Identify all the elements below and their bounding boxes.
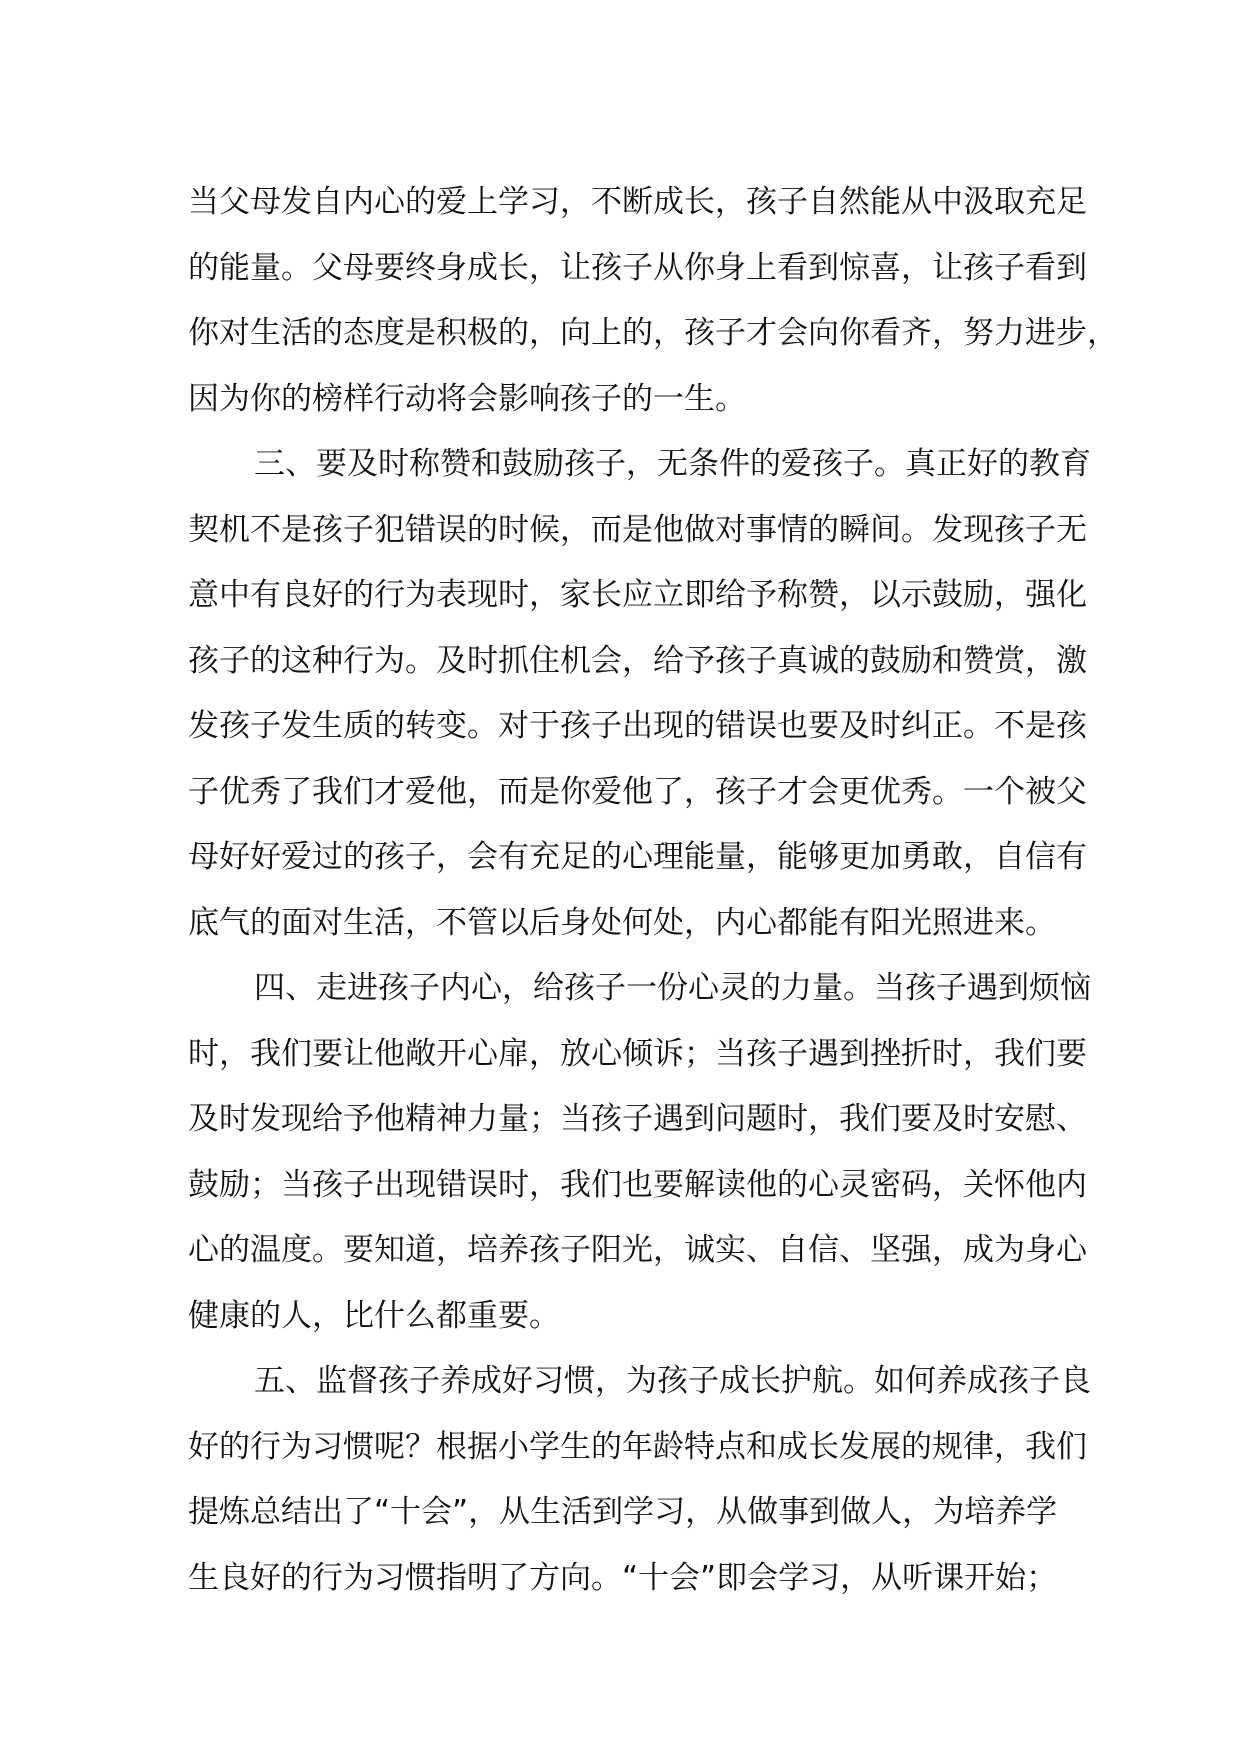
text-line: 时，我们要让他敞开心扉，放心倾诉；当孩子遇到挫折时，我们要 (188, 1035, 1087, 1072)
text-line: 发孩子发生质的转变。对于孩子出现的错误也要及时纠正。不是孩 (188, 708, 1087, 744)
text-line: 契机不是孩子犯错误的时候，而是他做对事情的瞬间。发现孩子无 (188, 511, 1087, 548)
text-line: 当父母发自内心的爱上学习，不断成长，孩子自然能从中汲取充足 (188, 184, 1087, 220)
text-line: 心的温度。要知道，培养孩子阳光，诚实、自信、坚强，成为身心 (188, 1232, 1087, 1268)
text-line: 孩子的这种行为。及时抓住机会，给予孩子真诚的鼓励和赞赏，激 (188, 642, 1087, 679)
text-line: 底气的面对生活，不管以后身处何处，内心都能有阳光照进来。 (188, 904, 1056, 941)
text-line: 好的行为习惯呢？根据小学生的年龄特点和成长发展的规律，我们 (188, 1428, 1087, 1465)
document-body (188, 170, 1118, 1611)
text-line: 鼓励；当孩子出现错误时，我们也要解读他的心灵密码，关怀他内 (188, 1166, 1087, 1203)
paragraph-heading-line: 三、要及时称赞和鼓励孩子，无条件的爱孩子。真正好的教育 (254, 446, 1091, 482)
text-line: 意中有良好的行为表现时，家长应立即给予称赞，以示鼓励，强化 (188, 577, 1087, 613)
text-line: 子优秀了我们才爱他，而是你爱他了，孩子才会更优秀。一个被父 (188, 773, 1087, 810)
text-line: 母好好爱过的孩子，会有充足的心理能量，能够更加勇敢，自信有 (188, 839, 1087, 875)
text-line: 的能量。父母要终身成长，让孩子从你身上看到惊喜，让孩子看到 (188, 249, 1087, 286)
paragraph-heading-line: 五、监督孩子养成好习惯，为孩子成长护航。如何养成孩子良 (254, 1363, 1091, 1399)
text-line: 提炼总结出了“十会”，从生活到学习，从做事到做人，为培养学 (188, 1494, 1058, 1530)
text-line: 及时发现给予他精神力量；当孩子遇到问题时，我们要及时安慰、 (188, 1101, 1087, 1137)
text-line: 生良好的行为习惯指明了方向。“十会”即会学习，从听课开始； (188, 1559, 1058, 1596)
paragraph-heading-line: 四、走进孩子内心，给孩子一份心灵的力量。当孩子遇到烦恼 (254, 970, 1091, 1006)
text-line: 因为你的榜样行动将会影响孩子的一生。 (188, 380, 746, 417)
text-line: 健康的人，比什么都重要。 (188, 1297, 560, 1334)
text-line: 你对生活的态度是积极的，向上的，孩子才会向你看齐，努力进步， (188, 315, 1118, 351)
